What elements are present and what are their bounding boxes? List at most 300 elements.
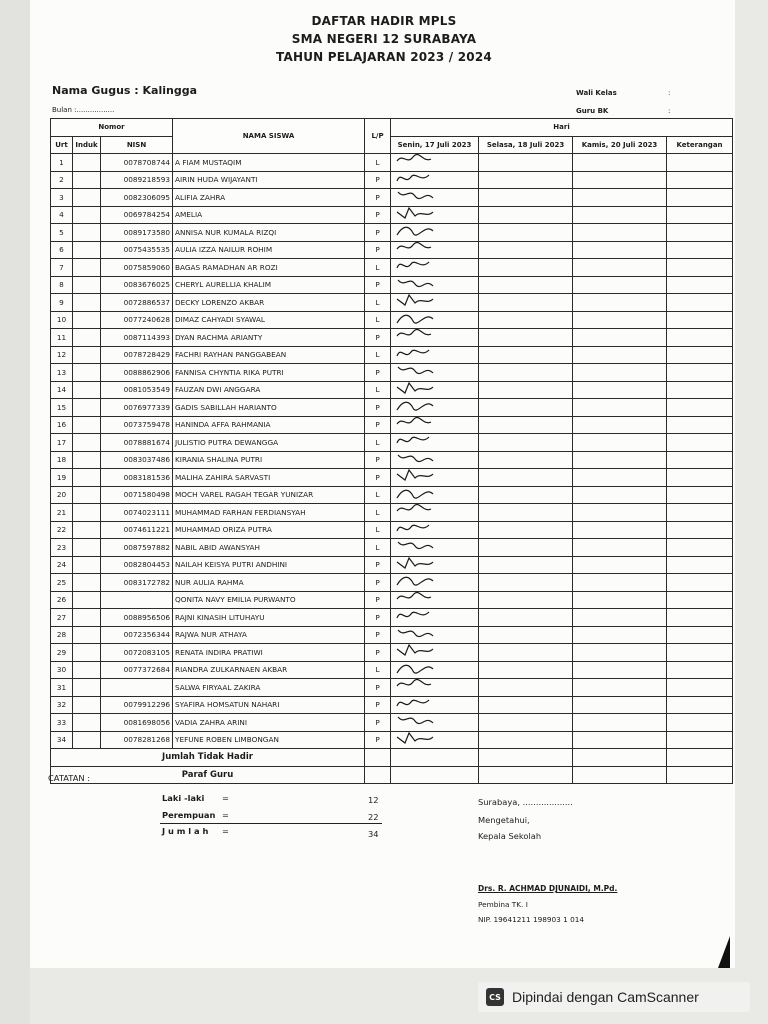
title-line-2: SMA NEGERI 12 SURABAYA bbox=[291, 32, 477, 46]
row-urt: 4 bbox=[51, 206, 73, 224]
row-day-3 bbox=[573, 504, 667, 522]
perempuan-eq: = bbox=[222, 810, 229, 820]
signature-mark bbox=[395, 276, 435, 294]
row-nisn: 0083037486 bbox=[101, 451, 173, 469]
row-lp: P bbox=[365, 224, 391, 242]
row-induk bbox=[73, 329, 101, 347]
row-induk bbox=[73, 381, 101, 399]
row-nisn: 0075435535 bbox=[101, 241, 173, 259]
paraf-cell-ket bbox=[667, 766, 733, 784]
row-nisn: 0081053549 bbox=[101, 381, 173, 399]
row-urt: 13 bbox=[51, 364, 73, 382]
row-urt: 11 bbox=[51, 329, 73, 347]
row-lp: P bbox=[365, 276, 391, 294]
row-day-2 bbox=[479, 556, 573, 574]
row-day-2 bbox=[479, 224, 573, 242]
row-day-1-signature bbox=[391, 644, 479, 662]
row-nama: A FIAM MUSTAQIM bbox=[173, 154, 365, 172]
header-lp: L/P bbox=[365, 119, 391, 154]
table-row bbox=[51, 574, 733, 592]
row-day-3 bbox=[573, 451, 667, 469]
row-induk bbox=[73, 679, 101, 697]
camscanner-watermark bbox=[478, 982, 750, 1012]
row-urt: 24 bbox=[51, 556, 73, 574]
place-date: Surabaya, ................... bbox=[478, 797, 573, 807]
row-nisn: 0087114393 bbox=[101, 329, 173, 347]
table-row bbox=[51, 521, 733, 539]
row-induk bbox=[73, 259, 101, 277]
row-day-1-signature bbox=[391, 504, 479, 522]
row-nisn: 0089218593 bbox=[101, 171, 173, 189]
paraf-guru-label: Paraf Guru bbox=[51, 766, 365, 784]
header-hari: Hari bbox=[391, 119, 733, 137]
row-induk bbox=[73, 241, 101, 259]
row-nama: FANNISA CHYNTIA RIKA PUTRI bbox=[173, 364, 365, 382]
corner-mark bbox=[718, 936, 730, 968]
signature-mark bbox=[395, 731, 435, 749]
signature-mark bbox=[395, 574, 435, 592]
row-keterangan bbox=[667, 171, 733, 189]
table-row bbox=[51, 504, 733, 522]
row-day-1-signature bbox=[391, 241, 479, 259]
row-lp: P bbox=[365, 416, 391, 434]
row-induk bbox=[73, 399, 101, 417]
row-lp: P bbox=[365, 189, 391, 207]
row-day-2 bbox=[479, 714, 573, 732]
row-day-2 bbox=[479, 626, 573, 644]
row-keterangan bbox=[667, 381, 733, 399]
row-day-3 bbox=[573, 486, 667, 504]
row-day-3 bbox=[573, 346, 667, 364]
table-row bbox=[51, 189, 733, 207]
row-nama: HANINDA AFFA RAHMANIA bbox=[173, 416, 365, 434]
jumlah-eq: = bbox=[222, 826, 229, 836]
table-row bbox=[51, 171, 733, 189]
jumlah-cell-lp bbox=[365, 749, 391, 767]
row-day-3 bbox=[573, 294, 667, 312]
row-nama: NUR AULIA RAHMA bbox=[173, 574, 365, 592]
row-lp: L bbox=[365, 521, 391, 539]
row-keterangan bbox=[667, 539, 733, 557]
row-urt: 18 bbox=[51, 451, 73, 469]
row-urt: 29 bbox=[51, 644, 73, 662]
row-nisn: 0076977339 bbox=[101, 399, 173, 417]
signature-mark bbox=[395, 364, 435, 382]
row-day-3 bbox=[573, 626, 667, 644]
row-urt: 22 bbox=[51, 521, 73, 539]
perempuan-label: Perempuan bbox=[162, 810, 216, 820]
row-urt: 25 bbox=[51, 574, 73, 592]
wali-kelas-colon: : bbox=[668, 89, 671, 97]
jumlah-tidak-hadir-label: Jumlah Tidak Hadir bbox=[51, 749, 365, 767]
row-nisn: 0082804453 bbox=[101, 556, 173, 574]
header-induk: Induk bbox=[73, 136, 101, 154]
table-row bbox=[51, 679, 733, 697]
row-induk bbox=[73, 521, 101, 539]
wali-kelas-label: Wali Kelas bbox=[576, 89, 617, 97]
row-nama: DIMAZ CAHYADI SYAWAL bbox=[173, 311, 365, 329]
row-day-1-signature bbox=[391, 539, 479, 557]
signature-mark bbox=[395, 346, 435, 364]
row-day-1-signature bbox=[391, 609, 479, 627]
row-induk bbox=[73, 451, 101, 469]
row-day-3 bbox=[573, 154, 667, 172]
row-urt: 20 bbox=[51, 486, 73, 504]
row-nama: FACHRI RAYHAN PANGGABEAN bbox=[173, 346, 365, 364]
row-nama: SALWA FIRYAAL ZAKIRA bbox=[173, 679, 365, 697]
row-keterangan bbox=[667, 364, 733, 382]
row-day-1-signature bbox=[391, 451, 479, 469]
row-keterangan bbox=[667, 189, 733, 207]
row-nama: AMELIA bbox=[173, 206, 365, 224]
signature-mark bbox=[395, 241, 435, 259]
row-day-2 bbox=[479, 434, 573, 452]
row-day-1-signature bbox=[391, 206, 479, 224]
row-lp: P bbox=[365, 591, 391, 609]
table-row bbox=[51, 626, 733, 644]
row-lp: L bbox=[365, 381, 391, 399]
row-urt: 31 bbox=[51, 679, 73, 697]
row-keterangan bbox=[667, 714, 733, 732]
table-row bbox=[51, 154, 733, 172]
table-row bbox=[51, 416, 733, 434]
row-day-2 bbox=[479, 696, 573, 714]
row-urt: 23 bbox=[51, 539, 73, 557]
table-row bbox=[51, 609, 733, 627]
title-line-1: DAFTAR HADIR MPLS bbox=[311, 14, 457, 28]
row-nama: NAILAH KEISYA PUTRI ANDHINI bbox=[173, 556, 365, 574]
row-lp: P bbox=[365, 714, 391, 732]
signature-mark bbox=[395, 644, 435, 662]
row-keterangan bbox=[667, 224, 733, 242]
row-day-3 bbox=[573, 434, 667, 452]
row-day-3 bbox=[573, 311, 667, 329]
row-lp: P bbox=[365, 206, 391, 224]
kepala-sekolah: Kepala Sekolah bbox=[478, 831, 542, 841]
paraf-cell-lp bbox=[365, 766, 391, 784]
header-day-1: Senin, 17 Juli 2023 bbox=[391, 136, 479, 154]
table-row bbox=[51, 241, 733, 259]
signature-mark bbox=[395, 609, 435, 627]
row-induk bbox=[73, 486, 101, 504]
row-induk bbox=[73, 276, 101, 294]
row-keterangan bbox=[667, 661, 733, 679]
row-day-2 bbox=[479, 259, 573, 277]
row-urt: 17 bbox=[51, 434, 73, 452]
row-nama: DYAN RACHMA ARIANTY bbox=[173, 329, 365, 347]
row-day-1-signature bbox=[391, 346, 479, 364]
header-day-3: Kamis, 20 Juli 2023 bbox=[573, 136, 667, 154]
row-urt: 33 bbox=[51, 714, 73, 732]
row-lp: P bbox=[365, 171, 391, 189]
paraf-cell-day-3 bbox=[573, 766, 667, 784]
row-day-3 bbox=[573, 574, 667, 592]
row-urt: 14 bbox=[51, 381, 73, 399]
row-keterangan bbox=[667, 311, 733, 329]
row-urt: 2 bbox=[51, 171, 73, 189]
guru-bk-label: Guru BK bbox=[576, 107, 609, 115]
perempuan-value: 22 bbox=[368, 812, 379, 822]
row-keterangan bbox=[667, 591, 733, 609]
table-row bbox=[51, 469, 733, 487]
row-induk bbox=[73, 714, 101, 732]
row-nama: RIANDRA ZULKARNAEN AKBAR bbox=[173, 661, 365, 679]
signature-mark bbox=[395, 696, 435, 714]
row-day-1-signature bbox=[391, 679, 479, 697]
row-urt: 10 bbox=[51, 311, 73, 329]
row-day-2 bbox=[479, 154, 573, 172]
row-day-3 bbox=[573, 189, 667, 207]
header-nisn: NISN bbox=[101, 136, 173, 154]
row-keterangan bbox=[667, 574, 733, 592]
row-induk bbox=[73, 206, 101, 224]
table-row bbox=[51, 451, 733, 469]
row-day-3 bbox=[573, 329, 667, 347]
scan-edge bbox=[0, 0, 30, 1024]
row-day-2 bbox=[479, 189, 573, 207]
row-nama: ALIFIA ZAHRA bbox=[173, 189, 365, 207]
row-day-2 bbox=[479, 539, 573, 557]
row-day-3 bbox=[573, 731, 667, 749]
laki-value: 12 bbox=[368, 795, 379, 805]
jumlah-label: J u m l a h bbox=[162, 826, 209, 836]
row-day-3 bbox=[573, 521, 667, 539]
row-keterangan bbox=[667, 679, 733, 697]
row-induk bbox=[73, 469, 101, 487]
row-nama: AULIA IZZA NAILUR ROHIM bbox=[173, 241, 365, 259]
row-keterangan bbox=[667, 434, 733, 452]
row-day-1-signature bbox=[391, 591, 479, 609]
header-urt: Urt bbox=[51, 136, 73, 154]
jumlah-cell-day-3 bbox=[573, 749, 667, 767]
row-day-1-signature bbox=[391, 381, 479, 399]
row-day-1-signature bbox=[391, 189, 479, 207]
row-day-2 bbox=[479, 591, 573, 609]
row-day-3 bbox=[573, 539, 667, 557]
signature-mark bbox=[395, 311, 435, 329]
signature-mark bbox=[395, 224, 435, 242]
signature-mark bbox=[395, 539, 435, 557]
laki-label: Laki -laki bbox=[162, 793, 205, 803]
principal-name: Drs. R. ACHMAD DJUNAIDI, M.Pd. bbox=[478, 884, 618, 893]
row-nama: RENATA INDIRA PRATIWI bbox=[173, 644, 365, 662]
paraf-cell-day-2 bbox=[479, 766, 573, 784]
table-row bbox=[51, 224, 733, 242]
row-day-1-signature bbox=[391, 416, 479, 434]
row-day-1-signature bbox=[391, 434, 479, 452]
row-day-3 bbox=[573, 644, 667, 662]
row-lp: P bbox=[365, 469, 391, 487]
row-induk bbox=[73, 189, 101, 207]
row-urt: 27 bbox=[51, 609, 73, 627]
row-day-1-signature bbox=[391, 486, 479, 504]
row-day-2 bbox=[479, 311, 573, 329]
row-lp: P bbox=[365, 731, 391, 749]
row-keterangan bbox=[667, 626, 733, 644]
row-urt: 3 bbox=[51, 189, 73, 207]
signature-mark bbox=[395, 556, 435, 574]
row-day-2 bbox=[479, 294, 573, 312]
signature-mark bbox=[395, 451, 435, 469]
row-keterangan bbox=[667, 644, 733, 662]
row-urt: 7 bbox=[51, 259, 73, 277]
row-keterangan bbox=[667, 329, 733, 347]
row-lp: P bbox=[365, 364, 391, 382]
signature-mark bbox=[395, 679, 435, 697]
row-day-1-signature bbox=[391, 714, 479, 732]
row-keterangan bbox=[667, 556, 733, 574]
row-nisn: 0081698056 bbox=[101, 714, 173, 732]
row-urt: 12 bbox=[51, 346, 73, 364]
table-row bbox=[51, 731, 733, 749]
row-induk bbox=[73, 539, 101, 557]
row-day-1-signature bbox=[391, 329, 479, 347]
row-induk bbox=[73, 696, 101, 714]
row-nisn: 0074611221 bbox=[101, 521, 173, 539]
row-keterangan bbox=[667, 154, 733, 172]
signature-mark bbox=[395, 469, 435, 487]
jumlah-cell-day-2 bbox=[479, 749, 573, 767]
row-day-2 bbox=[479, 364, 573, 382]
row-day-1-signature bbox=[391, 171, 479, 189]
row-nisn: 0069784254 bbox=[101, 206, 173, 224]
row-induk bbox=[73, 731, 101, 749]
row-urt: 32 bbox=[51, 696, 73, 714]
mengetahui: Mengetahui, bbox=[478, 815, 530, 825]
row-day-2 bbox=[479, 609, 573, 627]
row-nisn: 0071580498 bbox=[101, 486, 173, 504]
row-day-1-signature bbox=[391, 154, 479, 172]
row-day-1-signature bbox=[391, 224, 479, 242]
signature-mark bbox=[395, 434, 435, 452]
row-nama: YEFUNE ROBEN LIMBONGAN bbox=[173, 731, 365, 749]
row-lp: L bbox=[365, 486, 391, 504]
row-induk bbox=[73, 504, 101, 522]
row-day-1-signature bbox=[391, 364, 479, 382]
signature-mark bbox=[395, 259, 435, 277]
row-keterangan bbox=[667, 399, 733, 417]
signature-mark bbox=[395, 189, 435, 207]
signature-mark bbox=[395, 521, 435, 539]
row-day-2 bbox=[479, 731, 573, 749]
row-keterangan bbox=[667, 696, 733, 714]
principal-rank: Pembina TK. I bbox=[478, 900, 528, 909]
table-row bbox=[51, 346, 733, 364]
row-lp: P bbox=[365, 329, 391, 347]
signature-mark bbox=[395, 171, 435, 189]
row-urt: 1 bbox=[51, 154, 73, 172]
row-day-1-signature bbox=[391, 626, 479, 644]
table-row bbox=[51, 434, 733, 452]
row-nama: QONITA NAVY EMILIA PURWANTO bbox=[173, 591, 365, 609]
row-day-1-signature bbox=[391, 696, 479, 714]
row-lp: P bbox=[365, 241, 391, 259]
row-nama: FAUZAN DWI ANGGARA bbox=[173, 381, 365, 399]
row-nisn: 0087597882 bbox=[101, 539, 173, 557]
row-induk bbox=[73, 591, 101, 609]
table-row bbox=[51, 311, 733, 329]
row-keterangan bbox=[667, 731, 733, 749]
row-induk bbox=[73, 661, 101, 679]
row-lp: L bbox=[365, 504, 391, 522]
row-nisn bbox=[101, 679, 173, 697]
row-day-2 bbox=[479, 241, 573, 259]
row-urt: 28 bbox=[51, 626, 73, 644]
row-day-1-signature bbox=[391, 469, 479, 487]
signature-mark bbox=[395, 591, 435, 609]
row-day-2 bbox=[479, 504, 573, 522]
row-nisn: 0072356344 bbox=[101, 626, 173, 644]
table-row bbox=[51, 539, 733, 557]
row-induk bbox=[73, 154, 101, 172]
row-day-2 bbox=[479, 451, 573, 469]
signature-mark bbox=[395, 486, 435, 504]
table-row bbox=[51, 556, 733, 574]
row-day-2 bbox=[479, 469, 573, 487]
header-nomor: Nomor bbox=[51, 119, 173, 137]
row-day-2 bbox=[479, 206, 573, 224]
guru-bk-colon: : bbox=[668, 107, 671, 115]
row-nama: SYAFIRA HOMSATUN NAHARI bbox=[173, 696, 365, 714]
jumlah-cell-ket bbox=[667, 749, 733, 767]
row-nama: ANNISA NUR KUMALA RIZQI bbox=[173, 224, 365, 242]
row-day-2 bbox=[479, 276, 573, 294]
sum-rule bbox=[160, 823, 382, 824]
row-induk bbox=[73, 294, 101, 312]
row-nama: MUHAMMAD FARHAN FERDIANSYAH bbox=[173, 504, 365, 522]
table-row bbox=[51, 644, 733, 662]
row-nisn: 0082306095 bbox=[101, 189, 173, 207]
row-urt: 34 bbox=[51, 731, 73, 749]
row-day-3 bbox=[573, 556, 667, 574]
row-day-3 bbox=[573, 696, 667, 714]
row-nama: RAJNI KINASIH LITUHAYU bbox=[173, 609, 365, 627]
signature-mark bbox=[395, 154, 435, 172]
row-keterangan bbox=[667, 609, 733, 627]
row-induk bbox=[73, 574, 101, 592]
row-nisn: 0083181536 bbox=[101, 469, 173, 487]
row-induk bbox=[73, 434, 101, 452]
attendance-table bbox=[50, 118, 733, 784]
table-row bbox=[51, 399, 733, 417]
row-nisn: 0077372684 bbox=[101, 661, 173, 679]
row-keterangan bbox=[667, 469, 733, 487]
title-line-3: TAHUN PELAJARAN 2023 / 2024 bbox=[276, 50, 492, 64]
row-keterangan bbox=[667, 294, 733, 312]
gugus-label: Nama Gugus : Kalingga bbox=[52, 84, 198, 97]
table-row bbox=[51, 591, 733, 609]
signature-mark bbox=[395, 381, 435, 399]
table-row bbox=[51, 259, 733, 277]
row-day-3 bbox=[573, 241, 667, 259]
row-lp: P bbox=[365, 626, 391, 644]
row-lp: P bbox=[365, 696, 391, 714]
row-induk bbox=[73, 416, 101, 434]
row-nisn: 0088862906 bbox=[101, 364, 173, 382]
row-day-3 bbox=[573, 399, 667, 417]
camscanner-icon: CS bbox=[486, 988, 504, 1006]
row-induk bbox=[73, 311, 101, 329]
row-induk bbox=[73, 609, 101, 627]
row-lp: P bbox=[365, 609, 391, 627]
row-nisn: 0083676025 bbox=[101, 276, 173, 294]
row-nama: RAJWA NUR ATHAYA bbox=[173, 626, 365, 644]
row-nama: BAGAS RAMADHAN AR ROZI bbox=[173, 259, 365, 277]
row-keterangan bbox=[667, 276, 733, 294]
row-day-2 bbox=[479, 661, 573, 679]
row-induk bbox=[73, 626, 101, 644]
row-lp: P bbox=[365, 679, 391, 697]
